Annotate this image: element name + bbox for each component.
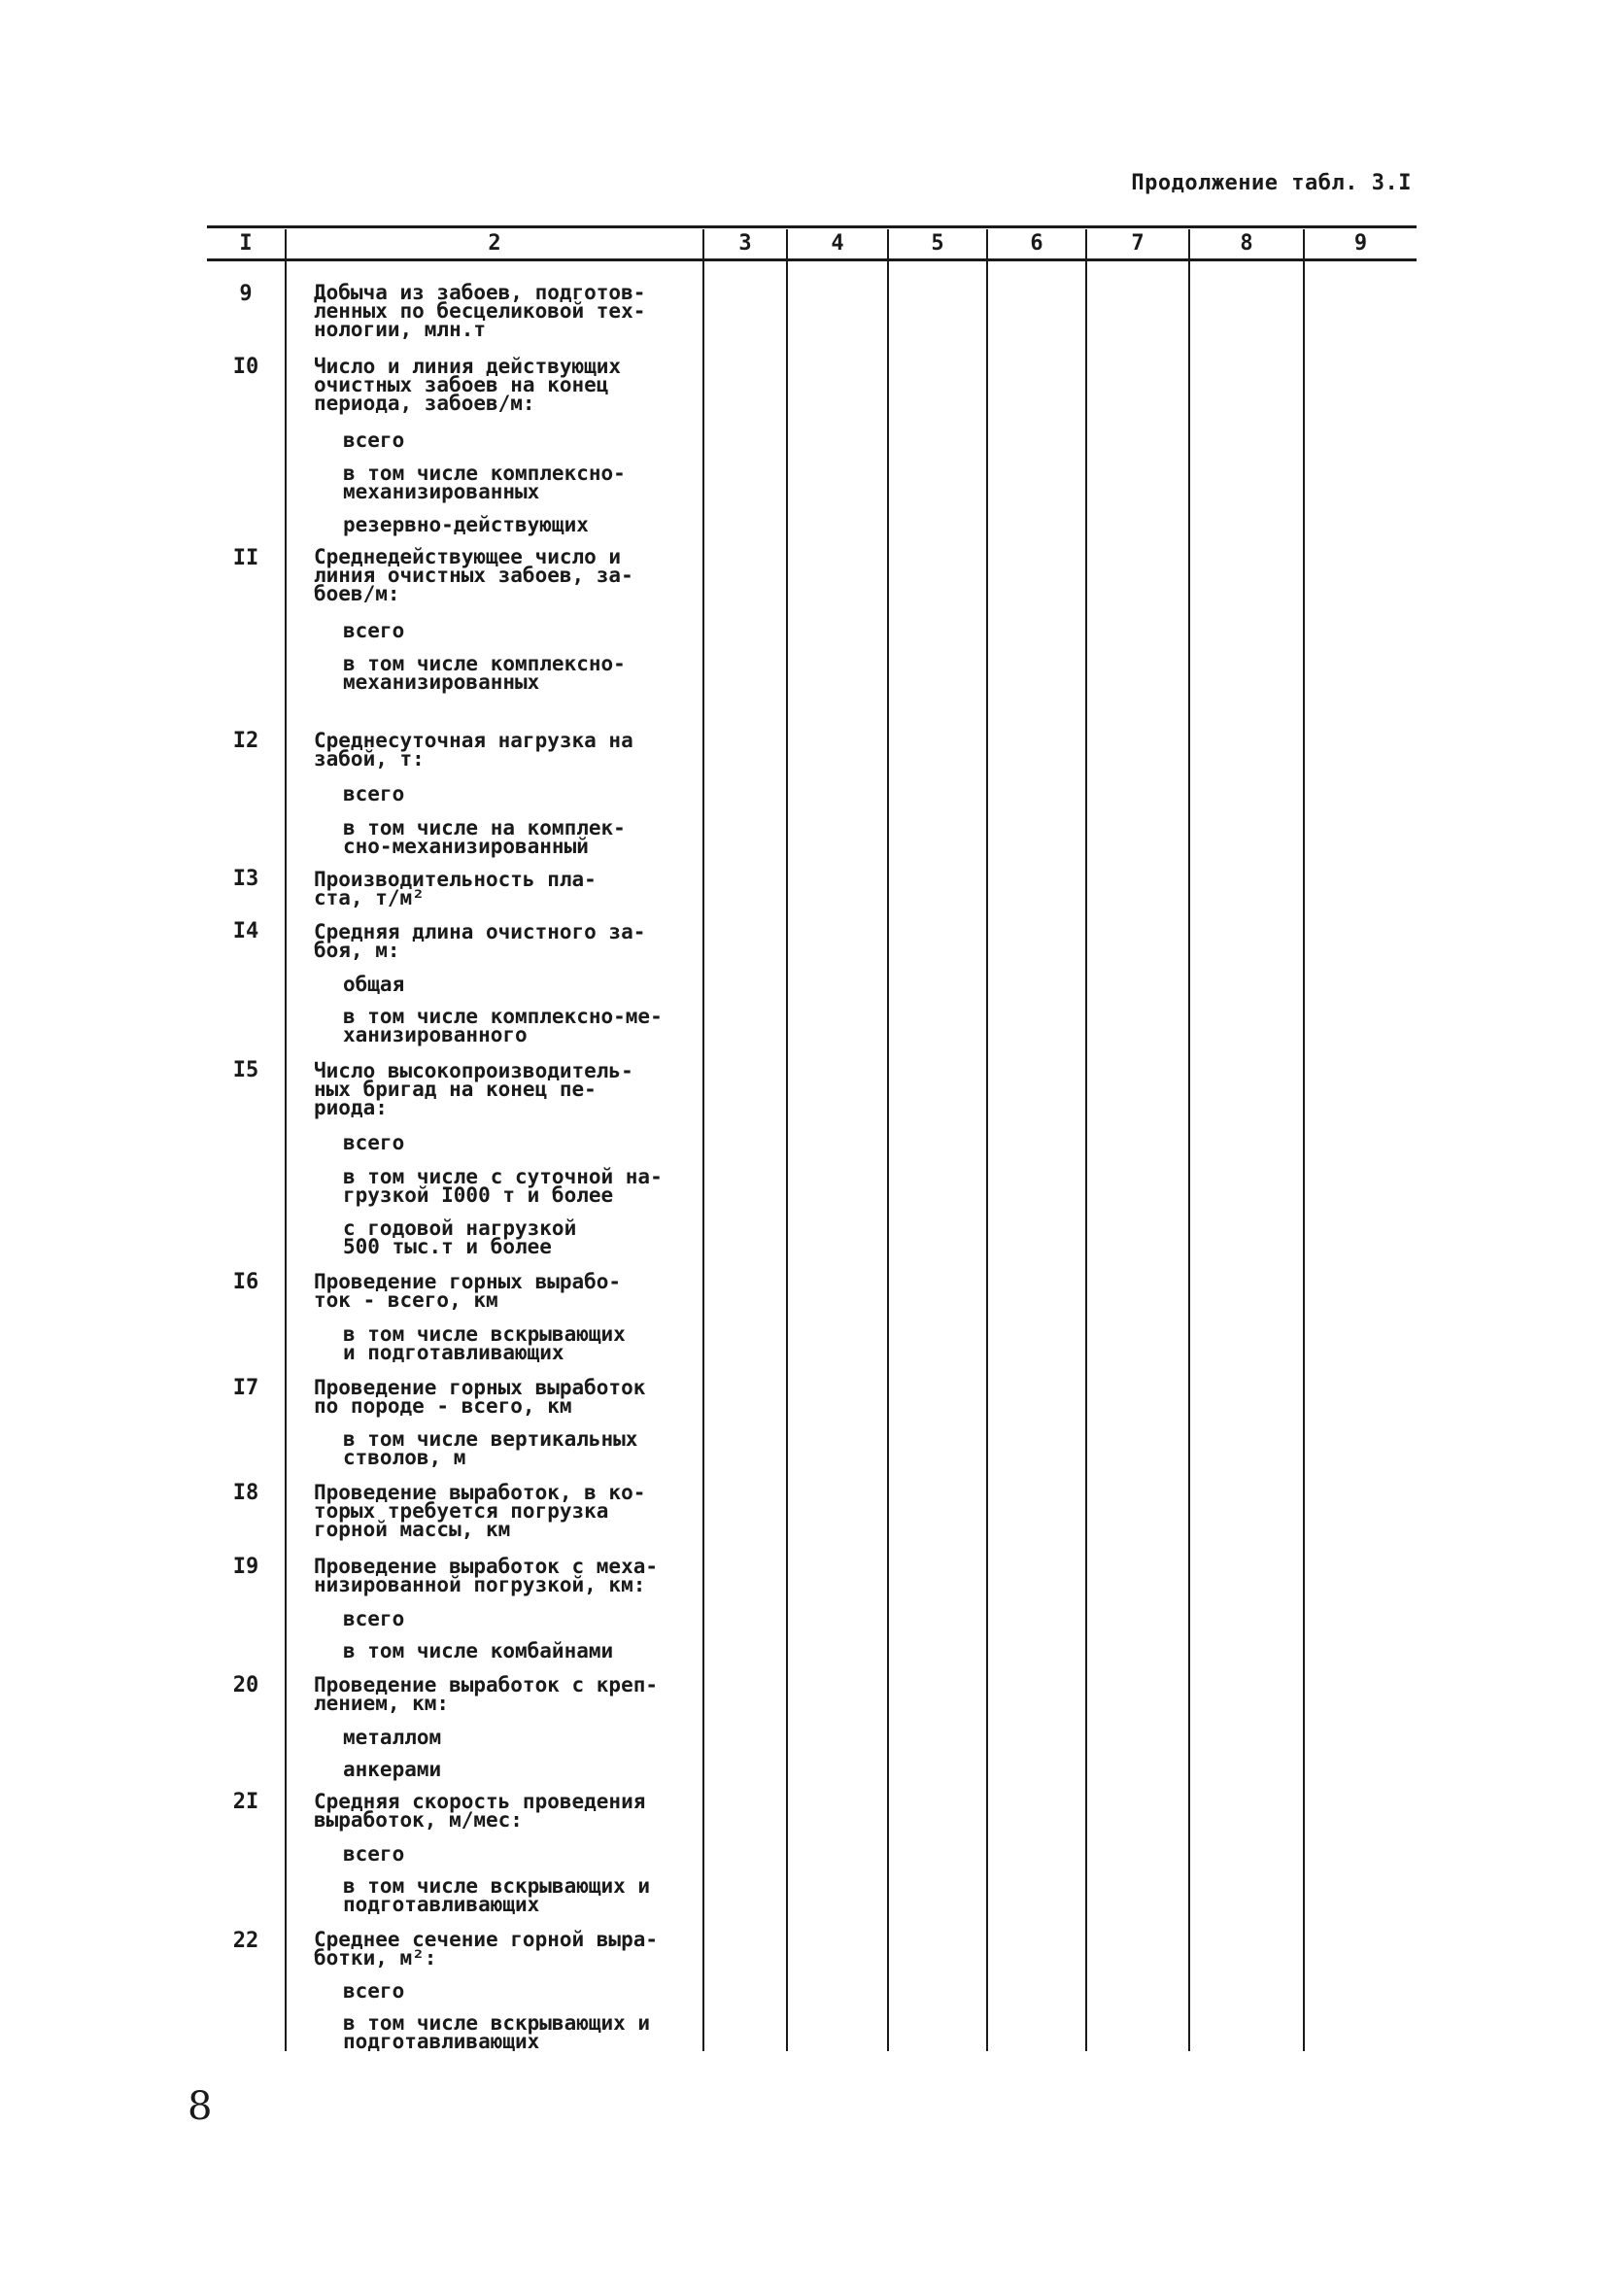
row-subitem: всего [343,1607,405,1630]
row-subitem: в том числе вскрывающих и подготавливающих [343,2011,651,2053]
row-number: I6 [232,1270,259,1294]
row-number: I7 [232,1376,259,1400]
row-description: Проведение выработок, в ко- торых требуется погрузка горной массы, км [314,1481,646,1541]
row-subitem: общая [343,973,405,996]
row-subitem: металлом [343,1726,442,1749]
row-subitem: в том числе комплексно-ме- ханизированного [343,1005,663,1046]
row-subitem: с годовой нагрузкой 500 тыс.т и более [343,1217,577,1258]
row-subitem: в том числе комплексно- механизированных [343,462,626,503]
row-number: I0 [232,355,259,379]
row-number: I8 [232,1481,259,1505]
row-subitem: резервно-действующих [343,513,589,536]
column-header: 4 [831,231,844,256]
row-subitem: всего [343,782,405,805]
row-subitem: в том числе на комплек- сно-механизированный [343,816,626,858]
row-number: I4 [232,919,259,943]
row-subitem: всего [343,1131,405,1154]
column-divider [1188,229,1190,2051]
row-description: Число высокопроизводитель- ных бригад на конец пе- риода: [314,1059,633,1119]
row-description: Проведение горных выработок по породе - всего, км [314,1376,646,1418]
column-divider [702,229,704,2051]
table-top-rule [207,225,1417,228]
row-subitem: всего [343,619,405,642]
column-header: I [239,231,253,256]
row-number: II [232,546,259,570]
row-subitem: анкерами [343,1758,442,1781]
column-divider [887,229,889,2051]
column-divider [285,229,287,2051]
row-subitem: в том числе вертикальных стволов, м [343,1427,638,1469]
table-caption: Продолжение табл. 3.I [1131,171,1412,195]
row-description: Среднедействующее число и линия очистных забоев, за- боев/м: [314,545,633,605]
column-divider [1303,229,1305,2051]
row-subitem: всего [343,428,405,452]
row-number: I5 [232,1058,259,1082]
column-divider [986,229,988,2051]
column-header: 2 [488,231,501,256]
row-description: Проведение выработок с креп- лением, км: [314,1673,659,1715]
row-description: Добыча из забоев, подготов- ленных по бесцеликовой тех- нологии, млн.т [314,281,646,341]
row-number: 22 [232,1929,259,1953]
column-header: 6 [1030,231,1043,256]
row-number: 9 [239,282,253,306]
column-header: 5 [931,231,944,256]
column-header: 7 [1131,231,1145,256]
row-number: 20 [232,1673,259,1697]
row-description: Средняя скорость проведения выработок, м/мес: [314,1790,646,1832]
row-subitem: в том числе с суточной на- грузкой I000 т и более [343,1165,663,1207]
row-number: 2I [232,1790,259,1814]
row-description: Число и линия действующих очистных забоев на конец периода, забоев/м: [314,355,622,415]
column-header: 9 [1353,231,1368,256]
row-description: Среднее сечение горной выра- ботки, м²: [314,1928,659,1970]
row-description: Проведение горных вырабо- ток - всего, км [314,1270,622,1312]
column-header: 8 [1240,231,1253,256]
row-subitem: в том числе комплексно- механизированных [343,652,626,694]
row-number: I3 [232,867,259,891]
column-header: 3 [738,231,752,256]
column-divider [1085,229,1087,2051]
row-description: Проведение выработок с меха- низированной погрузкой, км: [314,1555,659,1596]
page-number: 8 [188,2084,213,2129]
row-subitem: в том числе вскрывающих и подготавливающих [343,1874,651,1916]
row-subitem: в том числе комбайнами [343,1639,614,1662]
row-description: Средняя длина очистного за- боя, м: [314,920,646,962]
row-description: Производительность пла- ста, т/м² [314,868,597,909]
row-number: I2 [232,729,259,753]
row-subitem: в том числе вскрывающих и подготавливающих [343,1322,626,1364]
column-divider [786,229,788,2051]
row-description: Среднесуточная нагрузка на забой, т: [314,729,633,771]
row-number: I9 [232,1555,259,1579]
row-subitem: всего [343,1979,405,2003]
row-subitem: всего [343,1842,405,1866]
